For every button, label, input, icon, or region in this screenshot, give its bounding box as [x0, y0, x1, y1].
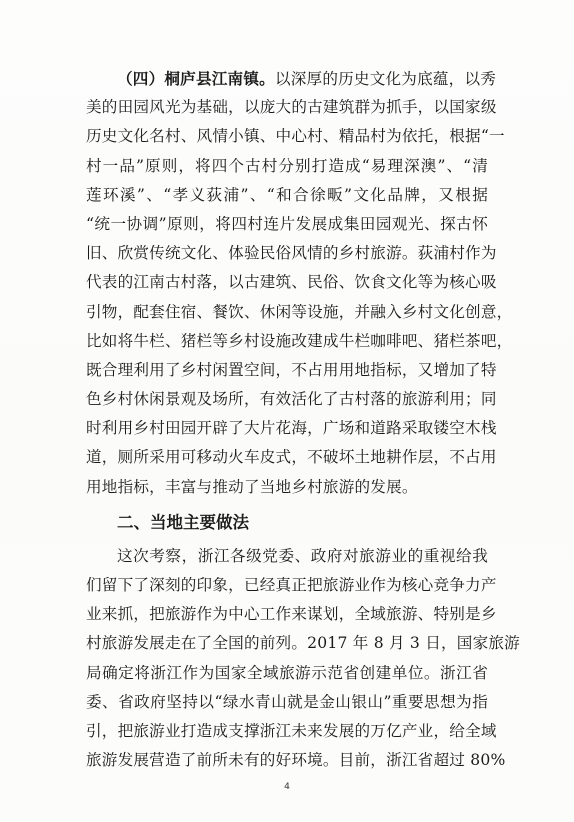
- paragraph-line: 比如将牛栏、猪栏等乡村设施改建成牛栏咖啡吧、猪栏茶吧，: [86, 331, 513, 350]
- paragraph-line: 美的田园风光为基础，以庞大的古建筑群为抓手，以国家级: [86, 98, 497, 117]
- paragraph-line: 委、省政府坚持以“绿水青山就是金山银山”重要思想为指: [86, 692, 488, 711]
- section-four-line-0: 以深厚的历史文化为底蕴，以秀: [274, 70, 497, 88]
- paragraph-line: [86, 64, 497, 93]
- section-four-lead: （四）桐庐县江南镇。: [117, 69, 275, 88]
- paragraph-line: 用地指标，丰富与推动了当地乡村旅游的发展。: [86, 477, 418, 496]
- paragraph-line: 道，厕所采用可移动火车皮式，不破坏土地耕作层，不占用: [86, 448, 497, 467]
- paragraph-line: 既合理利用了乡村闲置空间，不占用用地指标，又增加了特: [86, 360, 497, 379]
- paragraph-line: 这次考察，浙江各级党委、政府对旅游业的重视给我: [117, 546, 488, 565]
- paragraph-line: 村旅游发展走在了全国的前列。2017 年 8 月 3 日，国家旅游: [86, 634, 520, 653]
- paragraph-line: 们留下了深刻的印象，已经真正把旅游业作为核心竞争力产: [86, 576, 497, 594]
- paragraph-line: 引物，配套住宿、餐饮、休闲等设施，并融入乡村文化创意，: [86, 302, 513, 321]
- paragraph-line: 旅游发展营造了前所未有的好环境。目前，浙江省超过 80%: [86, 751, 506, 770]
- paragraph-line: “统一协调”原则，将四村连片发展成集田园观光、探古怀: [86, 214, 488, 233]
- paragraph-line: 引，把旅游业打造成支撑浙江未来发展的万亿产业，给全域: [86, 721, 497, 740]
- paragraph-line: 历史文化名村、风情小镇、中心村、精品村为依托，根据“一: [86, 127, 505, 146]
- section-heading: 二、当地主要做法: [117, 512, 249, 532]
- paragraph-line: 村一品”原则，将四个古村分别打造成“易理深澳”、“清: [86, 156, 488, 175]
- paragraph-line: 代表的江南古村落，以古建筑、民俗、饮食文化等为核心吸: [86, 273, 497, 292]
- document-body: [86, 64, 520, 775]
- paragraph-line: 局确定将浙江作为国家全域旅游示范省创建单位。浙江省: [86, 663, 488, 682]
- page-number: 4: [284, 782, 290, 792]
- paragraph-line: 时利用乡村田园开辟了大片花海，广场和道路采取镂空木栈: [86, 419, 497, 438]
- paragraph-line: 旧、欣赏传统文化、体验民俗风情的乡村旅游。荻浦村作为: [86, 244, 497, 263]
- paragraph-line: 色乡村休闲景观及场所，有效活化了古村落的旅游利用；同: [86, 390, 497, 409]
- paragraph-line: 莲环溪”、“孝义荻浦”、“和合徐畈”文化品牌，又根据: [86, 185, 488, 204]
- paragraph-line: 业来抓，把旅游作为中心工作来谋划，全域旅游、特别是乡: [86, 605, 497, 624]
